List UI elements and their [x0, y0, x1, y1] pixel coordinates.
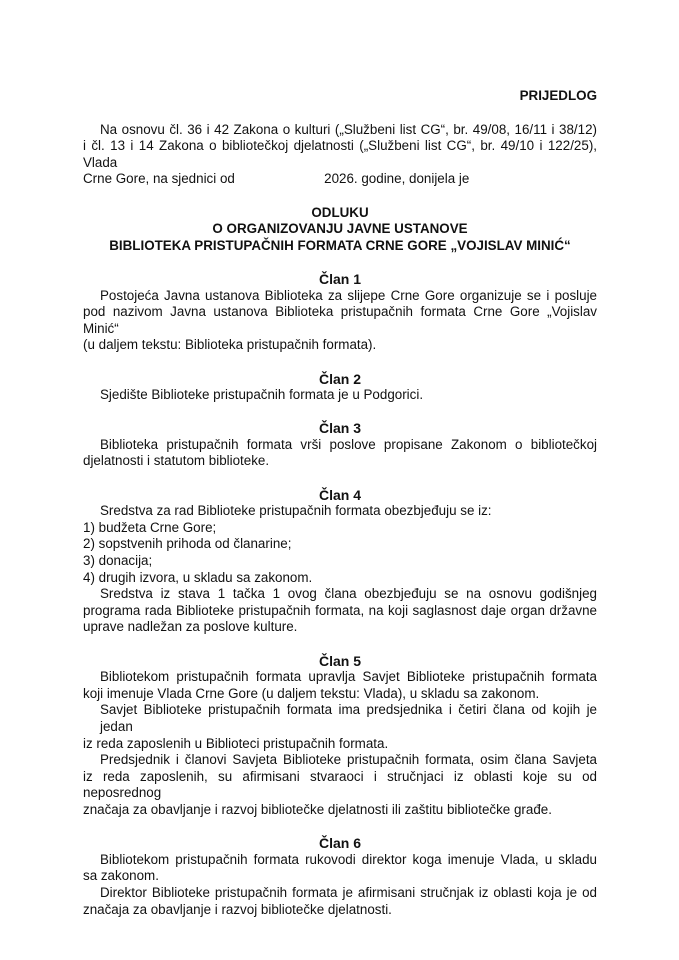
- article: [83, 835, 597, 918]
- text-line: sa zakonom.: [83, 868, 159, 884]
- text-line: Direktor Biblioteke pristupačnih formata je afirmisani stručnjak iz oblasti koja je od: [100, 884, 597, 900]
- text-line: Crne Gore, na sjednici od 2026. godine, donijela je: [83, 171, 470, 187]
- text-line: pod nazivom Javna ustanova Biblioteka pristupačnih formata Crne Gore „Vojislav Minić“: [83, 304, 597, 336]
- text-line: značaja za obavljanje i razvoj bibliotečke djelatnosti ili zaštitu bibliotečke građe.: [83, 801, 552, 817]
- draft-label: PRIJEDLOG: [519, 88, 597, 103]
- text-line: programa rada Biblioteke pristupačnih formata, na koji saglasnost daje organ državne: [83, 602, 597, 618]
- paragraph: [83, 503, 597, 520]
- paragraph: [83, 586, 597, 636]
- text-line: koji imenuje Vlada Crne Gore (u daljem tekstu: Vlada), u skladu sa zakonom.: [83, 685, 540, 701]
- list: [83, 520, 597, 586]
- list-item: 3) donacija;: [83, 553, 153, 569]
- decision-title: [83, 205, 597, 255]
- text-line: značaja za obavljanje i razvoj bibliotečke djelatnosti.: [83, 901, 392, 917]
- paragraph: [83, 437, 597, 470]
- text-line: Bibliotekom pristupačnih formata upravlja Savjet Biblioteke pristupačnih formata: [100, 669, 597, 685]
- text-line: djelatnosti i statutom biblioteke.: [83, 453, 270, 469]
- article-heading: Član 5: [318, 652, 361, 669]
- text-line: Na osnovu čl. 36 i 42 Zakona o kulturi („Službeni list CG“, br. 49/08, 16/11 i 38/12): [100, 121, 597, 137]
- text-line: Predsjednik i članovi Savjeta Biblioteke pristupačnih formata, osim člana Savjeta: [100, 752, 597, 768]
- text-line: Bibliotekom pristupačnih formata rukovodi direktor koga imenuje Vlada, u skladu: [100, 851, 597, 867]
- article: [83, 271, 597, 354]
- title-line: BIBLIOTEKA PRISTUPAČNIH FORMATA CRNE GORE „VOJISLAV MINIĆ“: [109, 237, 571, 253]
- text-line: Sjedište Biblioteke pristupačnih formata je u Podgorici.: [100, 387, 424, 403]
- text-line: iz reda zaposlenih, su afirmisani stvaraoci i stručnjaci iz oblasti koje su od neposrednog: [83, 768, 597, 801]
- title-line: O ORGANIZOVANJU JAVNE USTANOVE: [212, 221, 468, 237]
- text-line: uprave nadležan za poslove kulture.: [83, 619, 298, 635]
- article: [83, 487, 597, 636]
- article: [83, 420, 597, 470]
- list-item: 2) sopstvenih prihoda od članarine;: [83, 536, 292, 552]
- paragraph: [83, 387, 597, 404]
- article-heading: Član 3: [318, 420, 361, 437]
- paragraph: [83, 852, 597, 885]
- paragraph: [83, 885, 597, 918]
- text-line: Biblioteka pristupačnih formata vrši poslove propisane Zakonom o bibliotečkoj: [100, 436, 597, 452]
- article-heading: Član 4: [318, 486, 361, 503]
- text-line: i čl. 13 i 14 Zakona o bibliotečkoj djelatnosti („Službeni list CG“, br. 49/10 i 122/25), Vlada: [83, 138, 597, 170]
- document-page: [83, 88, 597, 918]
- preamble: [83, 122, 597, 188]
- text-line: Sredstva iz stava 1 tačka 1 ovog člana obezbjeđuju se na osnovu godišnjeg: [100, 586, 597, 602]
- list-item: 1) budžeta Crne Gore;: [83, 519, 217, 535]
- paragraph: [83, 702, 597, 752]
- article-heading: Član 6: [318, 835, 361, 852]
- text-line: iz reda zaposlenih u Biblioteci pristupačnih formata.: [83, 735, 389, 751]
- title-line: ODLUKU: [311, 204, 369, 220]
- article: [83, 371, 597, 404]
- article-heading: Član 1: [318, 270, 361, 287]
- text-line: Sredstva za rad Biblioteke pristupačnih formata obezbjeđuju se iz:: [100, 503, 492, 519]
- paragraph: [83, 669, 597, 702]
- articles: [83, 271, 597, 918]
- text-line: (u daljem tekstu: Biblioteka pristupačnih formata).: [83, 337, 377, 353]
- article: [83, 653, 597, 819]
- list-item: 4) drugih izvora, u skladu sa zakonom.: [83, 569, 313, 585]
- article-heading: Član 2: [318, 370, 361, 387]
- paragraph: [83, 288, 597, 354]
- text-line: Savjet Biblioteke pristupačnih formata ima predsjednika i četiri člana od kojih je jedan: [100, 702, 597, 734]
- paragraph: [83, 752, 597, 818]
- text-line: Postojeća Javna ustanova Biblioteka za slijepe Crne Gore organizuje se i posluje: [100, 287, 597, 303]
